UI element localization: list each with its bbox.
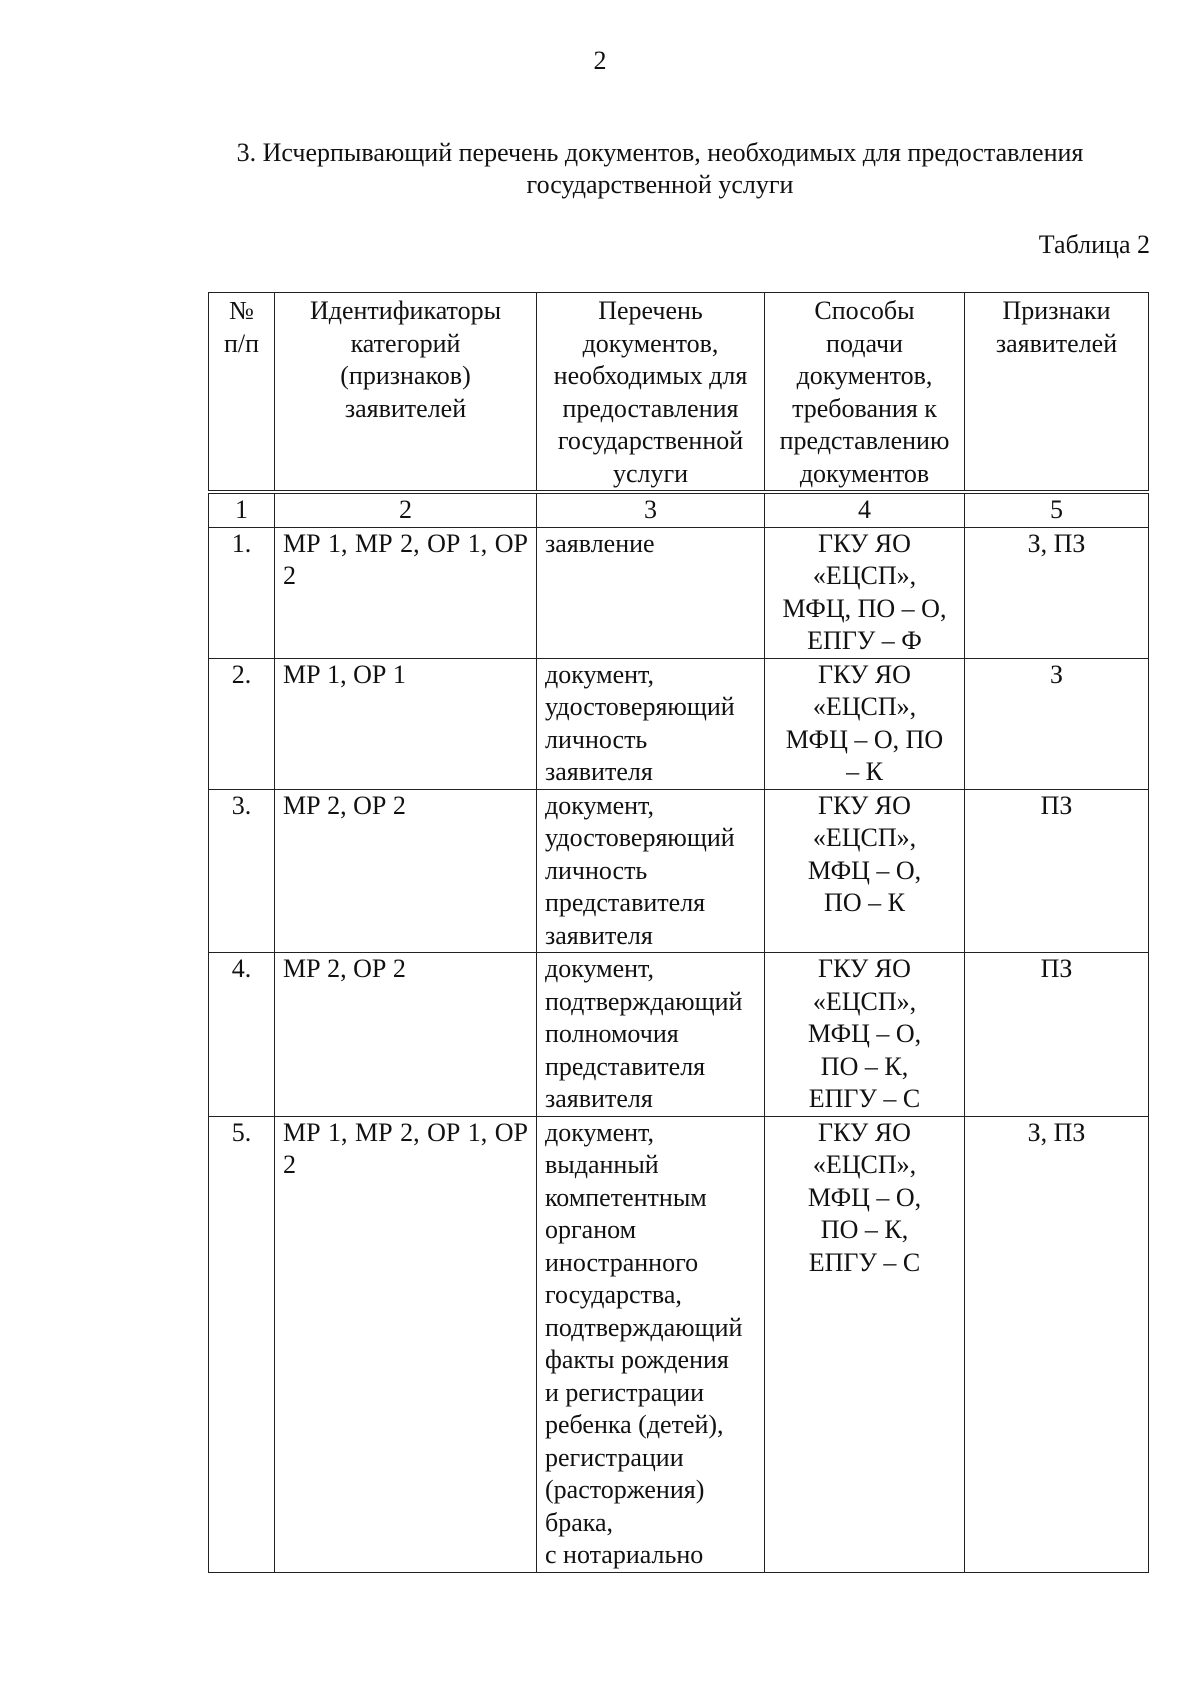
document-line: с нотариально — [545, 1540, 704, 1569]
document-line: документ, — [545, 659, 654, 689]
document-line: заявление — [545, 528, 655, 558]
submission-methods — [765, 527, 965, 658]
table-row — [209, 1116, 1149, 1572]
table-caption: Таблица 2 — [1038, 230, 1150, 259]
document-list — [537, 527, 765, 658]
header-line: № — [229, 296, 254, 325]
document-line: личность — [545, 724, 648, 754]
page-number: 2 — [593, 46, 607, 75]
applicant-categories: МР 2, ОР 2 — [275, 789, 537, 953]
method-line: «ЕЦСП», — [812, 823, 917, 852]
table-row — [209, 953, 1149, 1117]
method-line: ГКУ ЯО — [818, 528, 911, 558]
method-line: ГКУ ЯО — [818, 790, 911, 820]
column-number: 2 — [275, 492, 537, 527]
submission-methods — [765, 789, 965, 953]
method-line: ЕПГУ – Ф — [807, 626, 922, 655]
method-line: – К — [846, 757, 883, 786]
method-line: ГКУ ЯО — [818, 1117, 911, 1147]
document-line: документ, — [545, 954, 654, 983]
header-line: заявителей — [344, 393, 467, 423]
header-cell-methods — [765, 293, 965, 493]
applicant-signs: ПЗ — [965, 953, 1149, 1117]
applicant-categories: МР 1, ОР 1 — [275, 658, 537, 789]
document-line: государства, — [545, 1280, 682, 1309]
header-cell-signs — [965, 293, 1149, 493]
header-line: предоставления — [562, 393, 739, 423]
document-line: полномочия — [545, 1019, 679, 1048]
method-line: ПО – К, — [820, 1051, 909, 1081]
table-header — [209, 293, 1149, 493]
method-line: ЕПГУ – С — [808, 1084, 921, 1113]
document-line: выданный — [545, 1150, 659, 1179]
document-line: ребенка (детей), — [545, 1410, 724, 1439]
document-line: и регистрации — [545, 1377, 705, 1407]
document-line: документ, — [545, 1117, 654, 1147]
applicant-signs: З, ПЗ — [965, 527, 1149, 658]
row-number: 1. — [209, 527, 275, 658]
header-line: государственной — [557, 426, 744, 455]
submission-methods — [765, 953, 965, 1117]
method-line: ГКУ ЯО — [818, 659, 911, 689]
header-cell-num — [209, 293, 275, 493]
applicant-signs: З — [965, 658, 1149, 789]
row-number: 5. — [209, 1116, 275, 1572]
document-line: документ, — [545, 790, 654, 820]
header-line: п/п — [223, 328, 260, 358]
document-line: представителя — [545, 888, 706, 917]
column-number-row — [209, 492, 1149, 527]
header-line: Перечень — [598, 296, 703, 325]
document-list — [537, 789, 765, 953]
document-line: компетентным — [545, 1182, 707, 1212]
column-number: 5 — [965, 492, 1149, 527]
table-body — [209, 492, 1149, 1572]
method-line: МФЦ – О, — [807, 1182, 922, 1212]
document-line: факты рождения — [545, 1345, 729, 1374]
column-number: 1 — [209, 492, 275, 527]
row-number: 3. — [209, 789, 275, 953]
document-line: заявителя — [545, 1084, 653, 1113]
document-line: иностранного — [545, 1247, 699, 1277]
method-line: ПО – К, — [820, 1215, 909, 1244]
document-line: регистрации — [545, 1442, 684, 1472]
document-line: удостоверяющий — [545, 823, 735, 852]
method-line: «ЕЦСП», — [812, 986, 917, 1016]
method-line: МФЦ – О, ПО — [785, 724, 944, 754]
applicant-signs: З, ПЗ — [965, 1116, 1149, 1572]
header-line: документов, — [796, 361, 933, 390]
method-line: ЕПГУ – С — [808, 1247, 921, 1277]
table-row — [209, 527, 1149, 658]
document-list — [537, 953, 765, 1117]
header-line: (признаков) — [340, 361, 471, 390]
document-line: личность — [545, 855, 648, 885]
document-line: заявителя — [545, 920, 653, 950]
method-line: ГКУ ЯО — [818, 954, 911, 983]
header-line: Способы — [814, 296, 915, 325]
header-line: Признаки — [1002, 296, 1111, 325]
header-row — [209, 293, 1149, 493]
applicant-categories: МР 2, ОР 2 — [275, 953, 537, 1117]
document-line: представителя — [545, 1051, 706, 1081]
documents-table — [208, 292, 1149, 1573]
header-line: заявителей — [995, 328, 1118, 358]
column-number: 3 — [537, 492, 765, 527]
header-line: документов — [799, 458, 930, 488]
header-line: документов, — [582, 328, 719, 358]
document-line: удостоверяющий — [545, 692, 735, 721]
header-line: подачи — [826, 328, 903, 358]
document-line: брака, — [545, 1507, 614, 1537]
document-line: органом — [545, 1215, 637, 1244]
section-title-line-1: 3. Исчерпывающий перечень документов, необходимых для предоставления — [236, 138, 1084, 167]
header-line: услуги — [612, 458, 689, 488]
method-line: ПО – К — [824, 888, 905, 917]
header-line: категорий — [350, 328, 461, 358]
applicant-signs: ПЗ — [965, 789, 1149, 953]
method-line: «ЕЦСП», — [812, 1150, 917, 1179]
section-title — [160, 137, 1160, 201]
method-line: «ЕЦСП», — [812, 692, 917, 721]
document-line: (расторжения) — [545, 1475, 705, 1504]
row-number: 2. — [209, 658, 275, 789]
header-line: представлению — [779, 426, 950, 455]
applicant-categories: МР 1, МР 2, ОР 1, ОР 2 — [275, 527, 537, 658]
applicant-categories: МР 1, МР 2, ОР 1, ОР 2 — [275, 1116, 537, 1572]
document-line: подтверждающий — [545, 1312, 743, 1342]
header-cell-documents — [537, 293, 765, 493]
method-line: МФЦ – О, — [807, 855, 922, 885]
table-row — [209, 658, 1149, 789]
document-line: заявителя — [545, 757, 653, 786]
submission-methods — [765, 658, 965, 789]
header-cell-categories — [275, 293, 537, 493]
table-row — [209, 789, 1149, 953]
header-line: Идентификаторы — [309, 296, 502, 325]
submission-methods — [765, 1116, 965, 1572]
column-number: 4 — [765, 492, 965, 527]
header-line: необходимых для — [553, 361, 748, 390]
header-line: требования к — [792, 393, 937, 423]
method-line: МФЦ, ПО – О, — [782, 593, 947, 623]
row-number: 4. — [209, 953, 275, 1117]
document-list — [537, 1116, 765, 1572]
method-line: МФЦ – О, — [807, 1019, 922, 1048]
document-list — [537, 658, 765, 789]
document-line: подтверждающий — [545, 986, 743, 1016]
section-title-line-2: государственной услуги — [526, 170, 794, 199]
method-line: «ЕЦСП», — [812, 561, 917, 590]
